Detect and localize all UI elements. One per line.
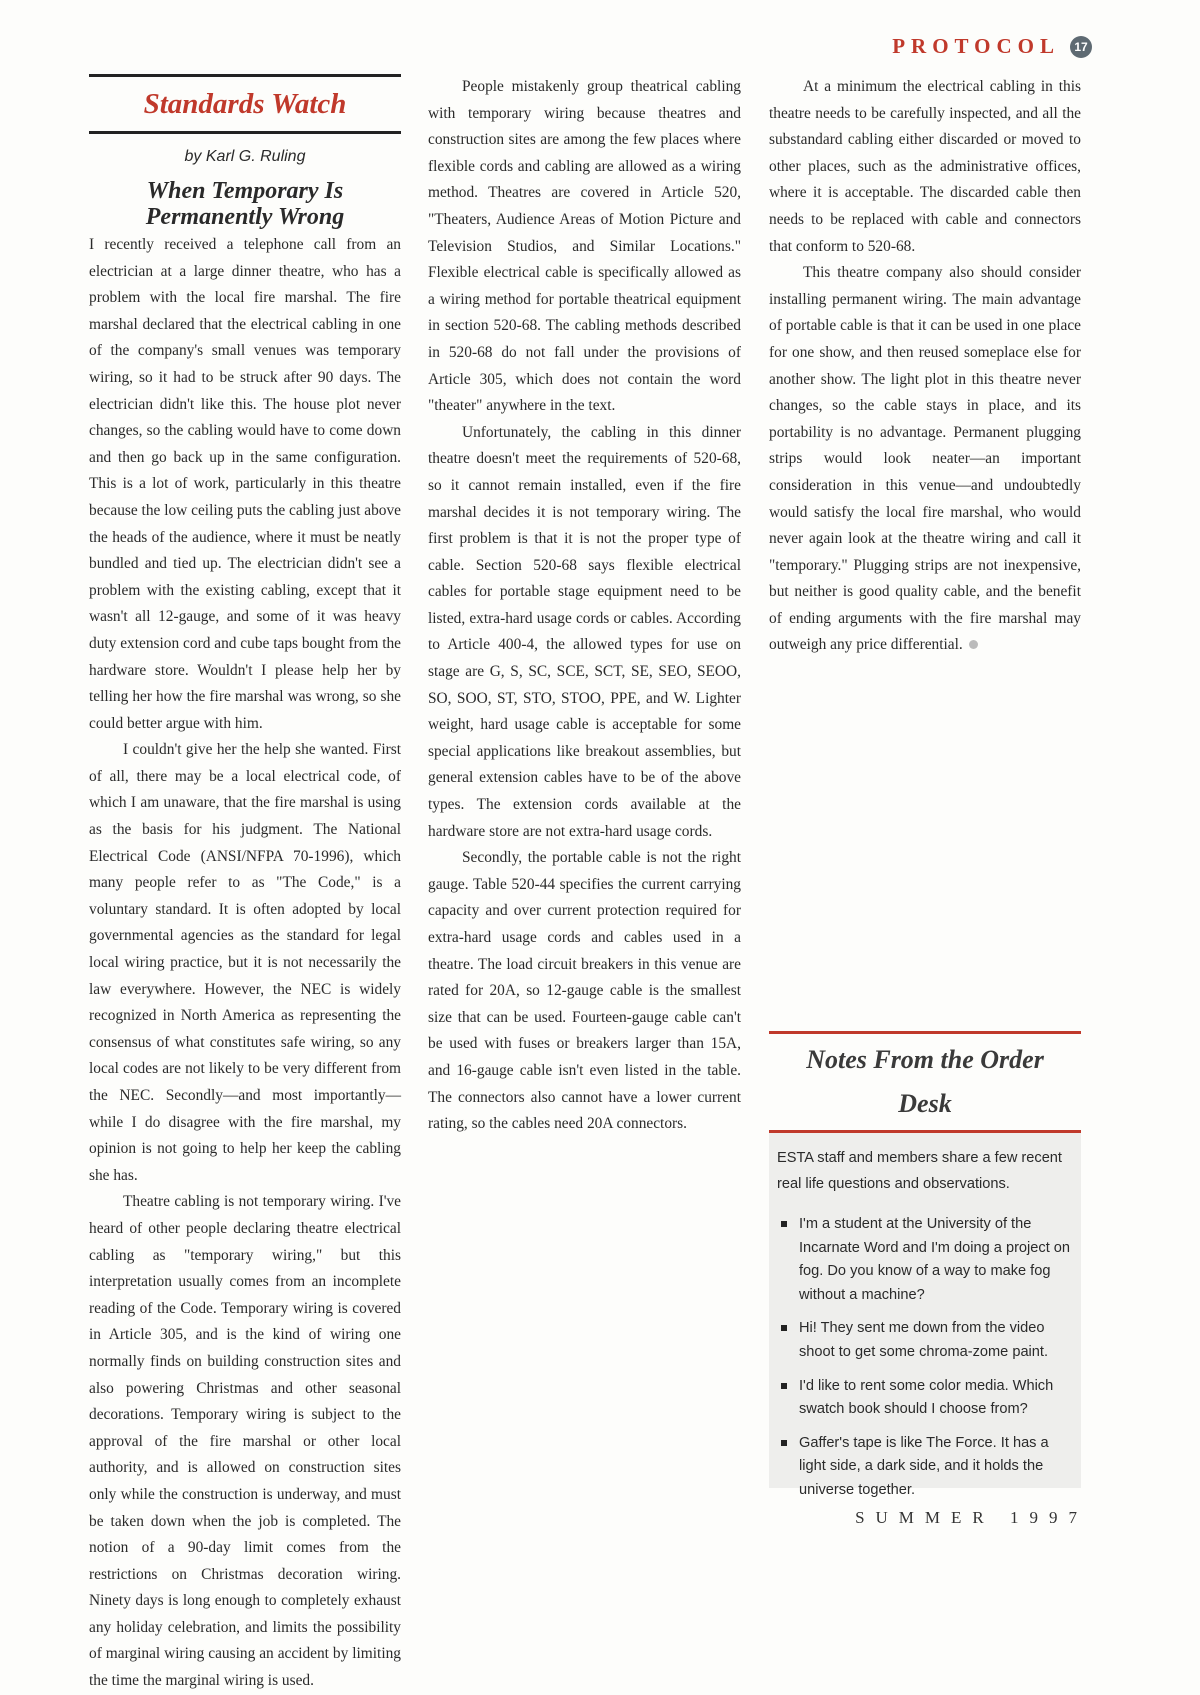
- standards-watch-banner: [89, 74, 401, 134]
- notes-title: Notes From the Order Desk: [769, 1031, 1081, 1133]
- bullet-icon: [781, 1221, 787, 1227]
- bullet-icon: [781, 1440, 787, 1446]
- article-paragraph: I recently received a telephone call from an electrician at a large dinner theatre, who has a problem with the local fire marshal. The fire marshal declared that the electrical cabling in one of the company's small venues was temporary wiring, so it had to be struck after 90 days. The electrician didn't like this. The house plot never changes, so the cabling would have to come down and then go back up in the same configuration. This is a lot of work, particularly in this theatre because the low ceiling puts the cabling just above the heads of the audience, where it must be neatly bundled and tied up. The electrician didn't see a problem with the existing cabling, except that it wasn't all 12-gauge, and some of it was heavy duty extension cord and cube taps bought from the hardware store. Wouldn't I please help her by telling her how the fire marshal was wrong, so she could better argue with him.: [89, 236, 402, 732]
- magazine-title: PROTOCOL: [892, 34, 1060, 58]
- notes-item-text: I'd like to rent some color media. Which swatch book should I choose from?: [799, 1377, 1054, 1418]
- byline: by Karl G. Ruling: [184, 148, 306, 165]
- page-number-badge: 17: [1070, 36, 1092, 58]
- article-paragraph-text: This theatre company also should consider installing permanent wiring. The main advantage of portable cable is that it can be used in one place for one show, and then reused someplace else for another show. The light plot in this theatre never changes, so the cable stays in place, and its portability is no advantage. Permanent plugging strips would look neater—an important consideration in this venue—and undoubtedly would satisfy the local fire marshal, who would never again look at the theatre wiring and call it "temporary." Plugging strips are not inexpensive, but neither is good quality cable, and the benefit of ending arguments with the fire marshal may outweigh any price differential.: [769, 264, 1081, 654]
- bullet-icon: [781, 1325, 787, 1331]
- notes-list: [769, 1213, 1081, 1503]
- article-column-2: [428, 74, 741, 1138]
- notes-item-text: Gaffer's tape is like The Force. It has a light side, a dark side, and it holds the universe together.: [799, 1434, 1049, 1498]
- article-paragraph: Unfortunately, the cabling in this dinner theatre doesn't meet the requirements of 520-68, so it cannot remain installed, even if the fire marshal decides it is not temporary wiring. The first problem is that it is not the proper type of cable. Section 520-68 says flexible electrical cables for portable stage equipment need to be listed, extra-hard usage cords or cables. According to Article 400-4, the allowed types for use on stage are G, S, SC, SCE, SCT, SE, SEO, SEOO, SO, SOO, ST, STO, STOO, PPE, and W. Lighter weight, hard usage cable is acceptable for some special applications like breakout assemblies, but general extension cables have to be of the above types. The extension cords available at the hardware store are not extra-hard usage cords.: [428, 423, 741, 840]
- article-column-3: [769, 74, 1081, 659]
- column-title: Standards Watch: [143, 88, 347, 120]
- article-paragraph: [769, 260, 1081, 659]
- page-header: [892, 34, 1092, 59]
- notes-list-item: [777, 1432, 1073, 1503]
- notes-sidebar: [769, 1031, 1081, 1498]
- article-paragraph: Theatre cabling is not temporary wiring. I've heard of other people declaring theatre electrical cabling as "temporary wiring," but this interpretation usually comes from an incomplete reading of the Code. Temporary wiring is covered in Article 305, and is the kind of wiring one normally finds on building construction sites and also powering Christmas and other seasonal decorations. Temporary wiring is subject to the approval of the fire marshal or other local authority, and is allowed on construction sites only while the construction is underway, and must be taken down when the job is completed. The notion of a 90-day limit comes from the restrictions on Christmas decoration wiring. Ninety days is long enough to completely exhaust any holiday celebration, and limits the possibility of marginal wiring causing an accident by limiting the time the marginal wiring is used.: [89, 1193, 401, 1690]
- article-headline: When Temporary Is Permanently Wrong: [145, 178, 345, 230]
- notes-list-item: [777, 1317, 1073, 1364]
- notes-item-text: I'm a student at the University of the Incarnate Word and I'm doing a project on fog. Do you know of a way to make fog without a machine?: [799, 1216, 1071, 1303]
- notes-list-item: [777, 1213, 1073, 1307]
- bullet-icon: [781, 1383, 787, 1389]
- notes-item-text: Hi! They sent me down from the video shoot to get some chroma-zome paint.: [799, 1320, 1049, 1360]
- issue-footer: SUMMER 1997: [855, 1508, 1088, 1527]
- article-paragraph: Secondly, the portable cable is not the right gauge. Table 520-44 specifies the current carrying capacity and over current protection required for extra-hard usage cords and cables used in a theatre. The load circuit breakers in this venue are rated for 20A, so 12-gauge cable is the smallest size that can be used. Fourteen-gauge cable can't be used with fuses or breakers larger than 15A, and 16-gauge cable isn't even listed in the table. The connectors also cannot have a lower current rating, so the cables need 20A connectors.: [428, 849, 741, 1133]
- end-mark-icon: [969, 640, 978, 649]
- article-paragraph: People mistakenly group theatrical cabling with temporary wiring because theatres and construction sites are among the few places where flexible cords and cabling are allowed as a wiring method. Theatres are covered in Article 520, "Theaters, Audience Areas of Motion Picture and Television Studios, and Similar Locations." Flexible electrical cable is specifically allowed as a wiring method for portable theatrical equipment in section 520-68. The cabling methods described in 520-68 do not fall under the provisions of Article 305, which does not contain the word "theater" anywhere in the text.: [428, 78, 741, 415]
- article-column-1: [89, 74, 401, 1695]
- notes-intro: ESTA staff and members share a few recent real life questions and observations.: [777, 1150, 1062, 1192]
- notes-list-item: [777, 1375, 1073, 1422]
- article-paragraph: At a minimum the electrical cabling in this theatre needs to be carefully inspected, and all the substandard cabling either discarded or moved to other places, such as the administrative offices, where it is acceptable. The discarded cable then needs to be replaced with cable and connectors that conform to 520-68.: [769, 78, 1081, 255]
- article-paragraph: I couldn't give her the help she wanted. First of all, there may be a local electrical code, of which I am unaware, that the fire marshal is using as the basis for his judgment. The National Electrical Code (ANSI/NFPA 70-1996), which many people refer to as "The Code," is a voluntary standard. It is often adopted by local governmental agencies as the standard for legal local wiring practice, but it is not necessarily the law everywhere. However, the NEC is widely recognized in North America as representing the consensus of what constitutes safe wiring, so any local codes are not likely to be very different from the NEC. Secondly—and most importantly—while I do disagree with the fire marshal, my opinion is not going to help her keep the cabling she has.: [89, 741, 401, 1184]
